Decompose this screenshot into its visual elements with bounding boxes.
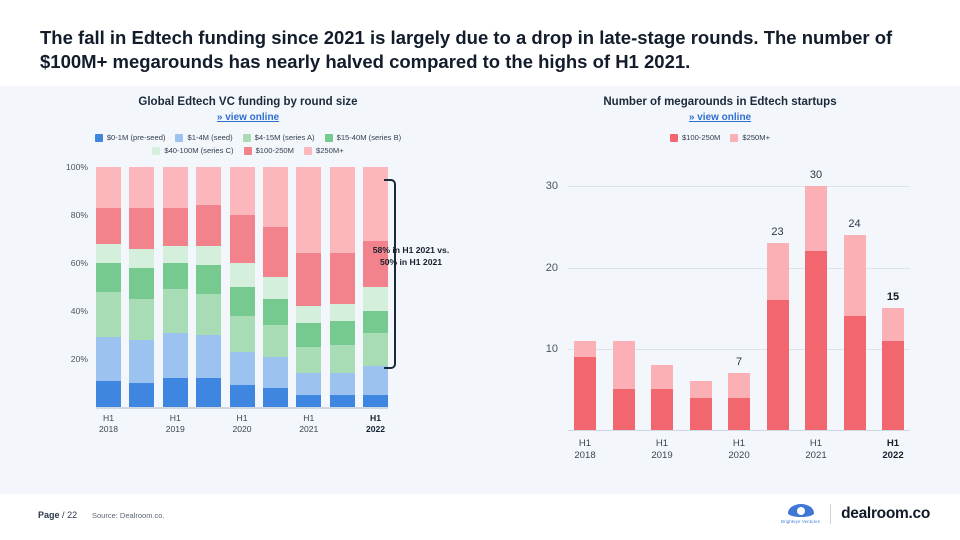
bar-segment [728, 373, 750, 397]
bar-segment [196, 294, 221, 335]
bar-segment [296, 373, 321, 395]
legend-swatch-icon [243, 134, 251, 142]
bar-segment [296, 306, 321, 323]
legend-label: $100-250M [681, 133, 721, 142]
bar-segment [296, 253, 321, 306]
left-view-online-link[interactable]: » view online [216, 112, 280, 123]
y-tick-label: 20 [545, 261, 558, 274]
bar-segment [651, 365, 673, 389]
x-tick-label [330, 413, 355, 434]
bar-segment [330, 345, 355, 374]
legend-label: $0-1M (pre-seed) [106, 133, 166, 142]
page-indicator [38, 510, 77, 520]
bar-segment [330, 321, 355, 345]
legend-swatch-icon [670, 134, 678, 142]
bar-segment [296, 323, 321, 347]
brand-sub-label: Brighteye Ventures [781, 519, 821, 524]
bar-value-label: 23 [771, 226, 784, 239]
bar-segment [690, 398, 712, 430]
legend-label: $250M+ [315, 146, 344, 155]
right-plot-area [520, 162, 920, 462]
legend-item[interactable] [95, 133, 166, 142]
stacked-bar[interactable] [96, 167, 121, 407]
left-bars [96, 167, 388, 407]
page-label: Page [38, 510, 60, 520]
bar-segment [196, 265, 221, 294]
annotation-note [356, 245, 466, 268]
legend-item[interactable] [730, 133, 770, 142]
bar-segment [330, 395, 355, 407]
bar-segment [613, 341, 635, 390]
x-tick-label: H1 2019 [651, 438, 673, 462]
bar-segment [330, 373, 355, 395]
bar-segment [96, 244, 121, 263]
bar-segment [574, 357, 596, 430]
left-x-axis-labels [96, 413, 388, 434]
bar-segment [263, 277, 288, 299]
bar-segment [129, 249, 154, 268]
brand-lockup [781, 504, 930, 524]
bar-segment [96, 381, 121, 407]
stacked-bar[interactable] [728, 162, 750, 430]
legend-swatch-icon [152, 147, 160, 155]
right-chart [520, 96, 920, 462]
x-tick-label: H1 2020 [232, 413, 252, 434]
bar-value-label: 24 [848, 218, 861, 231]
stacked-bar[interactable] [613, 162, 635, 430]
annotation-bracket [384, 179, 396, 369]
x-tick-label: H1 2022 [882, 438, 904, 462]
bar-segment [129, 383, 154, 407]
bar-segment [96, 208, 121, 244]
legend-swatch-icon [175, 134, 183, 142]
left-y-axis-labels [48, 162, 94, 407]
bar-segment [230, 352, 255, 386]
stacked-bar[interactable] [230, 167, 255, 407]
bar-segment [363, 366, 388, 395]
stacked-bar[interactable] [296, 167, 321, 407]
right-bars [574, 162, 904, 430]
left-plot-area [48, 162, 450, 434]
bar-segment [230, 215, 255, 263]
x-tick-label: H1 2018 [574, 438, 596, 462]
x-tick-label [767, 438, 789, 463]
bar-segment [163, 289, 188, 332]
legend-label: $4-15M (series A) [254, 133, 315, 142]
brighteye-logo [781, 504, 820, 524]
page-title: The fall in Edtech funding since 2021 is largely due to a drop in late-stage rounds. The number of $100M+ megarounds has nearly halved compared to the highs of H1 2021. [40, 27, 893, 72]
bar-segment [230, 287, 255, 316]
right-view-online-link[interactable]: » view online [688, 112, 752, 123]
bar-value-label: 7 [735, 356, 743, 369]
bar-segment [230, 316, 255, 352]
bar-segment [163, 378, 188, 407]
bar-segment [96, 337, 121, 380]
bar-segment [296, 395, 321, 407]
left-chart-legend [48, 133, 448, 155]
dealroom-wordmark: dealroom.co [841, 505, 930, 522]
bar-segment [96, 263, 121, 292]
bar-segment [651, 389, 673, 430]
legend-item[interactable] [325, 133, 402, 142]
bar-segment [163, 167, 188, 208]
bar-segment [767, 243, 789, 300]
stacked-bar[interactable] [196, 167, 221, 407]
bar-segment [263, 325, 288, 356]
bar-segment [230, 385, 255, 407]
bar-segment [263, 167, 288, 227]
bar-segment [163, 208, 188, 246]
stacked-bar[interactable] [330, 167, 355, 407]
eye-icon [788, 504, 814, 517]
y-tick-label: 10 [545, 342, 558, 355]
legend-swatch-icon [304, 147, 312, 155]
annotation-note-line2: 50% in H1 2021 [379, 256, 443, 267]
legend-item[interactable] [175, 133, 232, 142]
legend-item[interactable] [244, 146, 294, 155]
y-tick-label: 80% [70, 210, 88, 220]
y-tick-label: 30 [545, 180, 558, 193]
y-tick-label: 40% [70, 306, 88, 316]
bar-segment [844, 316, 866, 430]
bar-segment [805, 186, 827, 251]
x-tick-label [844, 438, 866, 463]
bar-segment [805, 251, 827, 430]
left-chart-title: Global Edtech VC funding by round size [138, 96, 358, 108]
bar-segment [844, 235, 866, 316]
stacked-bar[interactable] [163, 167, 188, 407]
bar-segment [263, 357, 288, 388]
bar-segment [129, 167, 154, 208]
bar-segment [196, 246, 221, 265]
bar-segment [263, 299, 288, 325]
footer [0, 494, 960, 540]
bar-segment [129, 299, 154, 340]
legend-label: $1-4M (seed) [187, 133, 233, 142]
legend-label: $250M+ [742, 133, 771, 142]
bar-segment [882, 308, 904, 340]
bar-segment [613, 389, 635, 430]
bar-segment [230, 167, 255, 215]
bar-value-label: 30 [809, 169, 823, 182]
bar-segment [363, 395, 388, 407]
bar-value-label: 15 [886, 291, 900, 304]
stacked-bar[interactable] [690, 162, 712, 430]
bar-segment [196, 378, 221, 407]
bar-segment [728, 398, 750, 430]
stacked-bar[interactable] [651, 162, 673, 430]
bar-segment [263, 388, 288, 407]
x-tick-label: H1 2021 [805, 438, 827, 462]
legend-label: $40-100M (series C) [164, 146, 234, 155]
stacked-bar[interactable] [263, 167, 288, 407]
x-tick-label: H1 2018 [98, 413, 119, 434]
annotation-note-line1: 58% in H1 2021 vs. [372, 245, 450, 255]
x-tick-label: H1 2020 [728, 438, 750, 462]
bar-segment [129, 340, 154, 383]
legend-item[interactable] [670, 133, 720, 142]
bar-segment [163, 246, 188, 263]
legend-swatch-icon [244, 147, 252, 155]
bar-segment [330, 253, 355, 303]
bar-segment [690, 381, 712, 397]
y-tick-label: 60% [70, 258, 88, 268]
stacked-bar[interactable] [805, 162, 827, 430]
brand-divider [830, 504, 831, 524]
bar-segment [129, 268, 154, 299]
x-tick-label: H1 2022 [365, 413, 386, 434]
left-chart [48, 96, 450, 434]
right-chart-legend [520, 133, 920, 142]
y-tick-label: 100% [66, 162, 88, 172]
bar-segment [96, 292, 121, 338]
right-x-axis [568, 430, 910, 431]
stacked-bar[interactable] [129, 167, 154, 407]
legend-label: $15-40M (series B) [336, 133, 402, 142]
legend-item[interactable] [304, 146, 344, 155]
stacked-bar[interactable] [882, 162, 904, 430]
stacked-bar[interactable] [574, 162, 596, 430]
stacked-bar[interactable] [767, 162, 789, 430]
right-x-axis-labels [574, 438, 904, 463]
bar-segment [574, 341, 596, 357]
page-number: 22 [67, 510, 78, 520]
source-note: Source: Dealroom.co. [92, 511, 165, 520]
bar-segment [263, 227, 288, 277]
stacked-bar[interactable] [844, 162, 866, 430]
bar-segment [196, 335, 221, 378]
x-tick-label [613, 438, 635, 463]
right-y-axis-labels [520, 162, 566, 430]
legend-swatch-icon [325, 134, 333, 142]
bar-segment [196, 167, 221, 205]
x-tick-label [196, 413, 221, 434]
x-tick-label: H1 2019 [165, 413, 185, 434]
bar-segment [196, 205, 221, 246]
left-x-axis [96, 407, 388, 409]
legend-swatch-icon [95, 134, 103, 142]
bar-segment [96, 167, 121, 208]
x-tick-label: H1 2021 [299, 413, 319, 434]
legend-swatch-icon [730, 134, 738, 142]
bar-segment [296, 167, 321, 253]
bar-segment [163, 333, 188, 379]
y-tick-label: 20% [70, 354, 88, 364]
legend-item[interactable] [152, 146, 233, 155]
bar-segment [330, 304, 355, 321]
bar-segment [163, 263, 188, 289]
right-chart-title: Number of megarounds in Edtech startups [603, 96, 837, 108]
x-tick-label [690, 438, 712, 463]
bar-segment [129, 208, 154, 249]
legend-label: $100-250M [255, 146, 294, 155]
x-tick-label [129, 413, 154, 434]
bar-segment [767, 300, 789, 430]
page-separator: / [62, 510, 65, 520]
bar-segment [230, 263, 255, 287]
x-tick-label [263, 413, 288, 434]
bar-segment [330, 167, 355, 253]
legend-item[interactable] [243, 133, 315, 142]
bar-segment [296, 347, 321, 373]
bar-segment [882, 341, 904, 430]
